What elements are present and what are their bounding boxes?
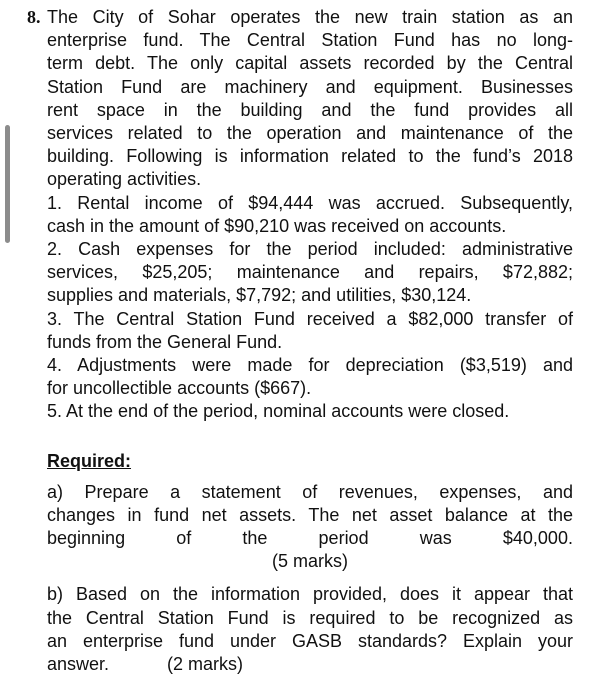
- scrollbar-thumb[interactable]: [5, 125, 10, 243]
- intro-line: term debt. The only capital assets recorded by the Central: [47, 53, 573, 74]
- intro-line: building. Following is information related to the fund’s 2018: [47, 146, 573, 167]
- part-b-line: b) Based on the information provided, does it appear that: [47, 584, 573, 605]
- item-line: services, $25,205; maintenance and repairs, $72,882;: [47, 262, 573, 283]
- intro-line: services related to the operation and maintenance of the: [47, 123, 573, 144]
- item-line: 1. Rental income of $94,444 was accrued. Subsequently,: [47, 192, 573, 213]
- item-line: funds from the General Fund.: [47, 331, 283, 352]
- intro-line: [47, 6, 573, 29]
- item-line: for uncollectible accounts ($667).: [47, 378, 312, 399]
- word: was: [419, 528, 452, 549]
- part-b-line: the Central Station Fund is required to be recognized as: [47, 607, 573, 628]
- item-1: [47, 192, 573, 238]
- item-2: [47, 238, 573, 308]
- word: the: [242, 528, 268, 549]
- part-a-last-line: [47, 527, 573, 550]
- item-line: 4. Adjustments were made for depreciation ($3,519) and: [47, 355, 573, 376]
- part-a-line: changes in fund net assets. The net asset balance at the: [47, 504, 573, 525]
- part-b-marks: (2 marks): [167, 654, 244, 675]
- word: period: [318, 528, 369, 549]
- word: $40,000.: [502, 528, 573, 549]
- item-line: 2. Cash expenses for the period included: administrative: [47, 239, 573, 260]
- item-line: 3. The Central Station Fund received a $82,000 transfer of: [47, 308, 573, 329]
- part-a-line: a) Prepare a statement of revenues, expenses, and: [47, 481, 573, 502]
- item-line: supplies and materials, $7,792; and utilities, $30,124.: [47, 285, 472, 306]
- item-4: [47, 354, 573, 400]
- item-line: 5. At the end of the period, nominal accounts were closed.: [47, 401, 510, 422]
- intro-line-text: The City of Sohar operates the new train station as an: [47, 7, 573, 27]
- intro-line: Station Fund are machinery and equipment. Businesses: [47, 76, 573, 97]
- item-line: cash in the amount of $90,210 was received on accounts.: [47, 215, 507, 236]
- required-heading: Required:: [47, 450, 132, 471]
- question-number: 8.: [27, 7, 41, 27]
- part-b-last-line: [47, 653, 573, 676]
- word: of: [176, 528, 192, 549]
- intro-line: rent space in the building and the fund provides all: [47, 99, 573, 120]
- intro-line: enterprise fund. The Central Station Fund has no long-: [47, 30, 573, 51]
- item-5: [47, 400, 573, 423]
- item-3: [47, 308, 573, 354]
- part-a-marks: (5 marks): [272, 551, 348, 572]
- part-b-line: an enterprise fund under GASB standards? Explain your: [47, 630, 573, 651]
- intro-line: operating activities.: [47, 169, 202, 190]
- question-8: [27, 6, 573, 424]
- word: beginning: [47, 528, 126, 549]
- question-page: [27, 6, 573, 676]
- part-a: [47, 481, 573, 574]
- answer-word: answer.: [47, 654, 110, 675]
- part-b: [47, 583, 573, 676]
